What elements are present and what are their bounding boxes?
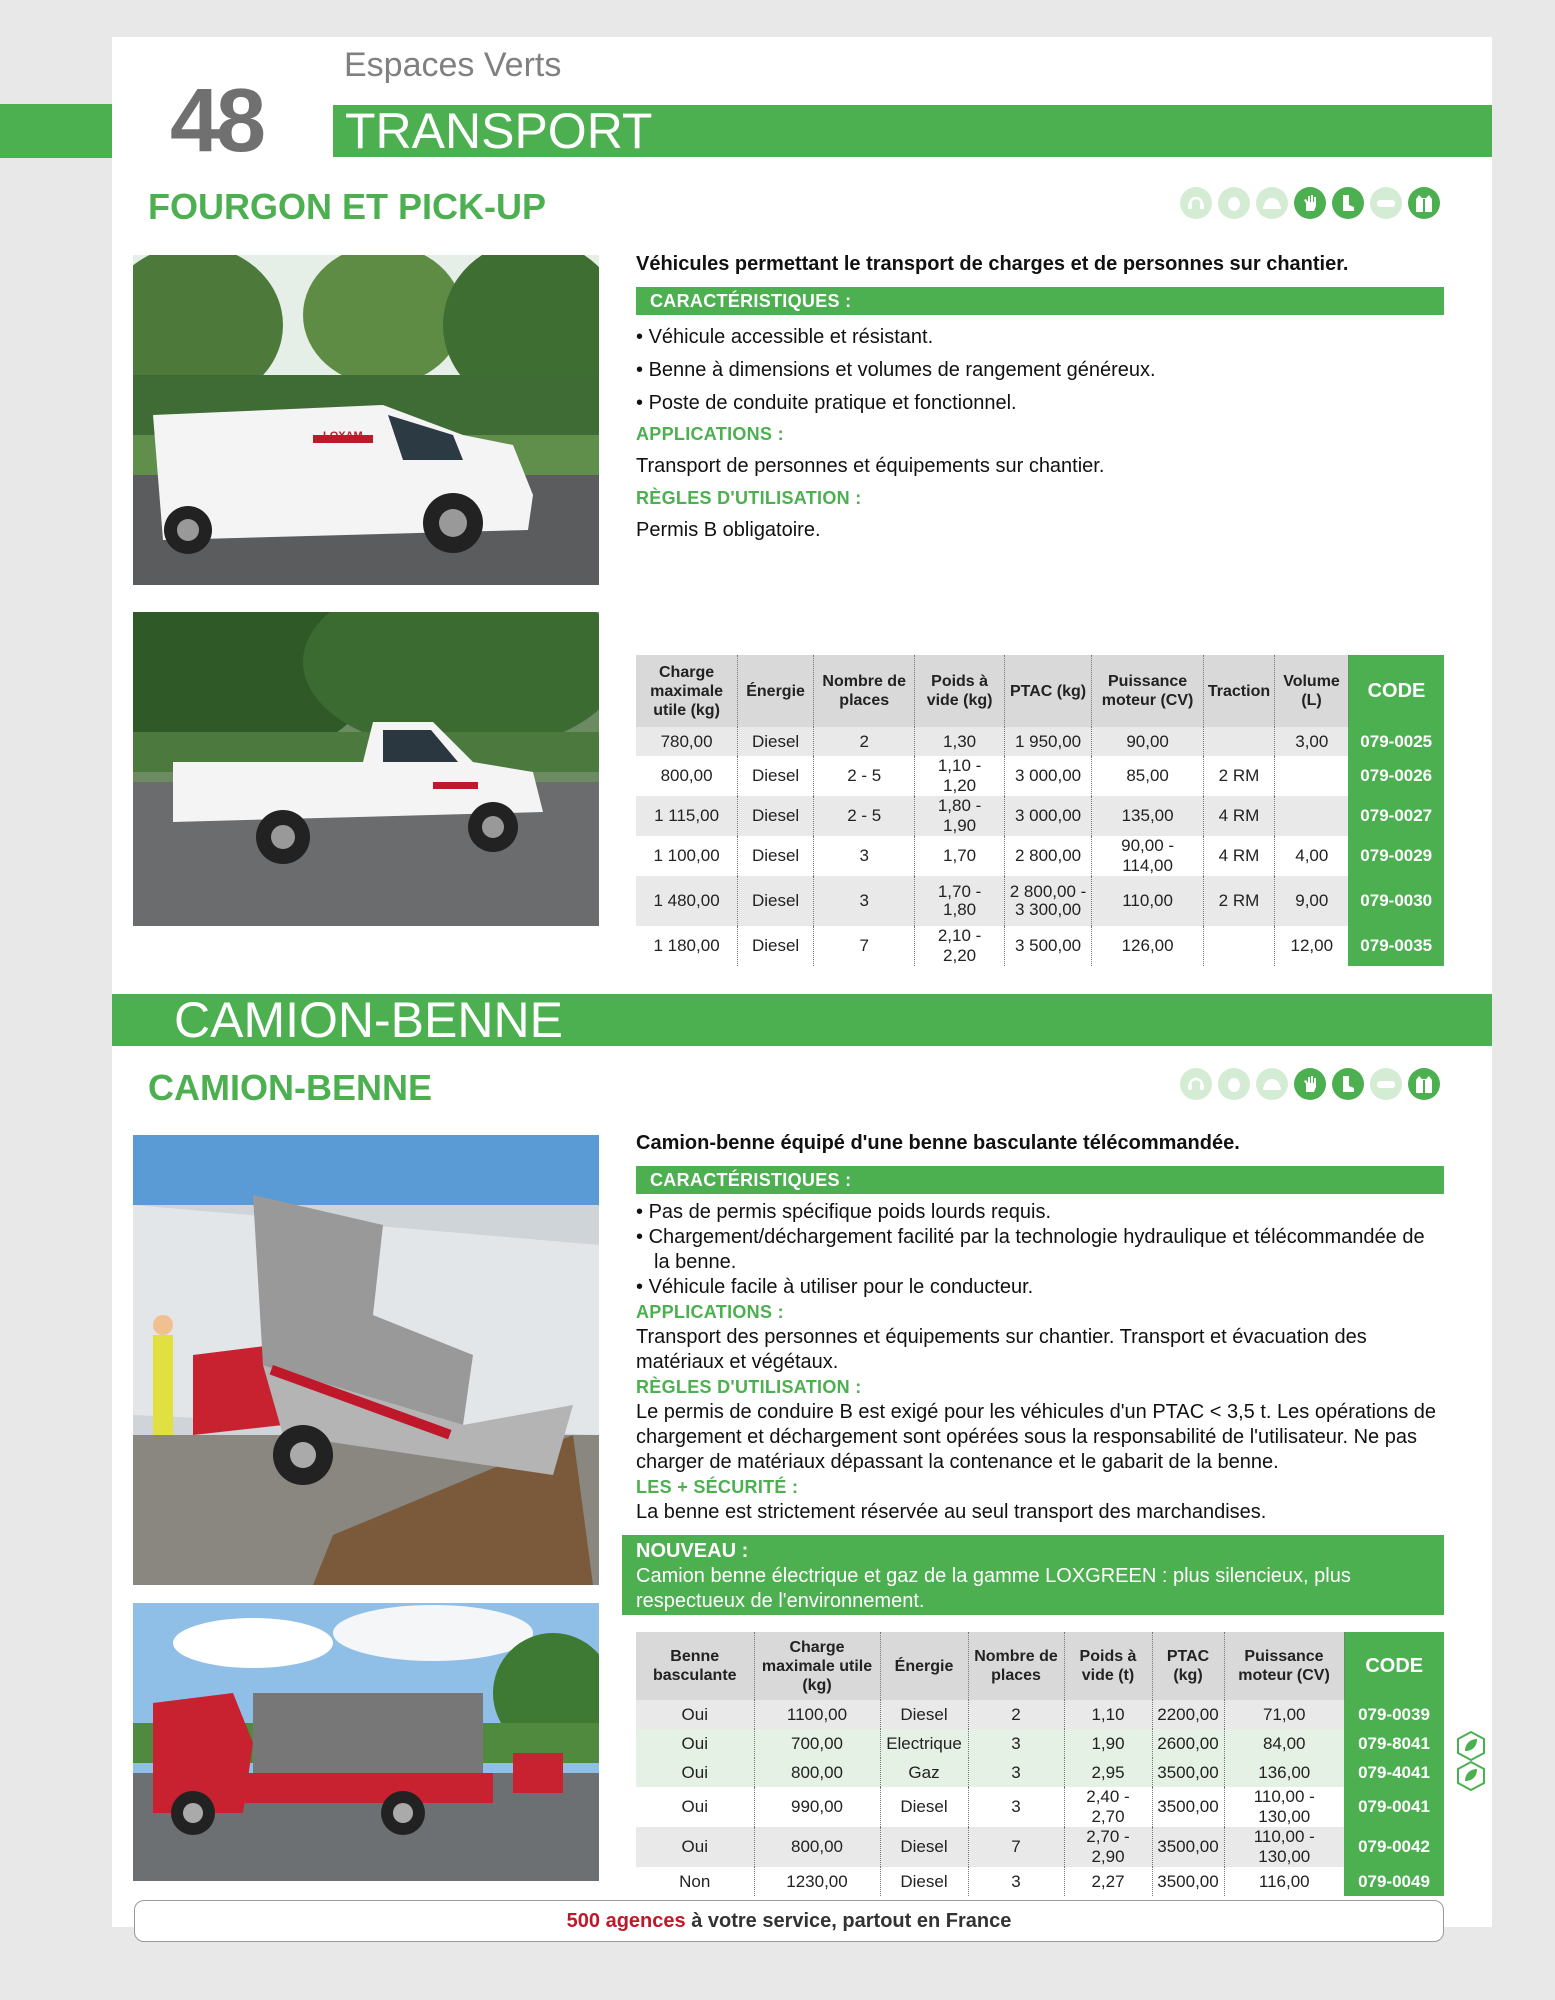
fourgon-characteristics-label: CARACTÉRISTIQUES : [636, 287, 1444, 315]
table-cell: 2,95 [1064, 1758, 1152, 1787]
table-cell: Diesel [880, 1867, 968, 1896]
table-cell-code: 079-0027 [1348, 796, 1444, 836]
table-cell: 2200,00 [1152, 1700, 1224, 1729]
table-cell: 2 800,00 - 3 300,00 [1004, 876, 1092, 926]
table-cell: 7 [813, 926, 914, 966]
camion-safety: La benne est strictement réservée au seul transport des marchandises. [636, 1501, 1267, 1523]
table-cell [1275, 756, 1349, 796]
table-row [636, 756, 1444, 796]
table-cell: Diesel [738, 796, 814, 836]
fourgon-title: FOURGON ET PICK-UP [148, 186, 547, 227]
table-cell: 2 RM [1203, 756, 1274, 796]
nouveau-box [622, 1535, 1444, 1615]
col-header: Charge maximale utile (kg) [636, 655, 738, 727]
camion-benne-title: CAMION-BENNE [148, 1067, 432, 1108]
table-cell: Diesel [738, 926, 814, 966]
vest-icon [1408, 1068, 1440, 1100]
table-cell-code: 079-0025 [1348, 727, 1444, 756]
left-green-strip [0, 104, 112, 158]
table-cell: 4,00 [1275, 836, 1349, 876]
table-cell: Oui [636, 1700, 754, 1729]
nouveau-label: NOUVEAU : [636, 1540, 749, 1562]
table-cell: 1,70 [915, 836, 1004, 876]
table-cell: 90,00 - 114,00 [1092, 836, 1204, 876]
table-cell: 1,10 - 1,20 [915, 756, 1004, 796]
table-cell: 9,00 [1275, 876, 1349, 926]
gloves-icon [1294, 187, 1326, 219]
table-cell: 3500,00 [1152, 1787, 1224, 1827]
col-header: PTAC (kg) [1004, 655, 1092, 727]
table-cell: 1,80 - 1,90 [915, 796, 1004, 836]
table-cell: 700,00 [754, 1729, 880, 1758]
table-cell: 2,70 - 2,90 [1064, 1827, 1152, 1867]
ear-protection-icon [1180, 1068, 1212, 1100]
vest-icon [1408, 187, 1440, 219]
col-header: Charge maximale utile (kg) [754, 1632, 880, 1700]
table-cell: 3 000,00 [1004, 756, 1092, 796]
boots-icon [1332, 1068, 1364, 1100]
table-cell: 1 950,00 [1004, 727, 1092, 756]
camion-characteristics-list [636, 1200, 1444, 1300]
table-cell: Gaz [880, 1758, 968, 1787]
table-cell: 3 [968, 1787, 1064, 1827]
col-header-code: CODE [1344, 1632, 1444, 1700]
table-cell: 990,00 [754, 1787, 880, 1827]
table-cell: 4 RM [1203, 796, 1274, 836]
table-cell: 2 800,00 [1004, 836, 1092, 876]
table-cell: 71,00 [1224, 1700, 1344, 1729]
section-kicker: Espaces Verts [344, 46, 562, 84]
table-cell: 1100,00 [754, 1700, 880, 1729]
table-cell: 84,00 [1224, 1729, 1344, 1758]
list-item: • Véhicule facile à utiliser pour le conducteur. [636, 1275, 1444, 1300]
table-cell: 800,00 [636, 756, 738, 796]
table-cell: 3 [968, 1758, 1064, 1787]
col-header: Puissance moteur (CV) [1092, 655, 1204, 727]
tipper-truck-photo [133, 1135, 599, 1585]
fourgon-intro: Véhicules permettant le transport de charges et de personnes sur chantier. [636, 253, 1349, 275]
camion-spec-table [636, 1632, 1444, 1896]
table-cell: 3500,00 [1152, 1867, 1224, 1896]
camion-characteristics-label: CARACTÉRISTIQUES : [636, 1166, 1444, 1194]
col-header: Poids à vide (kg) [915, 655, 1004, 727]
table-cell: 2 [968, 1700, 1064, 1729]
table-row [636, 876, 1444, 926]
page-number: 48 [170, 71, 263, 171]
table-row [636, 796, 1444, 836]
table-cell: Oui [636, 1758, 754, 1787]
table-row [636, 1787, 1444, 1827]
table-cell: Diesel [880, 1787, 968, 1827]
nouveau-text: Camion benne électrique et gaz de la gamme LOXGREEN : plus silencieux, plus respectueux de l'environnement. [636, 1565, 1351, 1612]
table-cell: 110,00 - 130,00 [1224, 1787, 1344, 1827]
table-cell: 800,00 [754, 1758, 880, 1787]
table-cell: Oui [636, 1827, 754, 1867]
col-header-code: CODE [1348, 655, 1444, 727]
table-cell: 136,00 [1224, 1758, 1344, 1787]
col-header: Énergie [738, 655, 814, 727]
fourgon-spec-table [636, 655, 1444, 966]
table-cell: 1,90 [1064, 1729, 1152, 1758]
table-cell: Non [636, 1867, 754, 1896]
table-header-row [636, 1632, 1444, 1700]
camion-rules: Le permis de conduire B est exigé pour les véhicules d'un PTAC < 3,5 t. Les opérations de chargement et déchargement sont opérées sous la responsabilité de l'utilisateur. Ne pas charger de matériaux dépassant la contenance et le gabarit de la benne. [636, 1401, 1437, 1473]
table-cell: 110,00 [1092, 876, 1204, 926]
fourgon-rules-label: RÈGLES D'UTILISATION : [636, 488, 862, 508]
table-row [636, 1758, 1444, 1787]
gloves-icon [1294, 1068, 1326, 1100]
table-cell-code: 079-0030 [1348, 876, 1444, 926]
table-row [636, 836, 1444, 876]
table-cell: 110,00 - 130,00 [1224, 1827, 1344, 1867]
table-cell [1203, 727, 1274, 756]
table-cell: 3500,00 [1152, 1758, 1224, 1787]
camion-applications-label: APPLICATIONS : [636, 1302, 784, 1322]
table-cell: Electrique [880, 1729, 968, 1758]
table-cell: Oui [636, 1787, 754, 1827]
footer-banner [134, 1900, 1444, 1942]
fourgon-characteristics-list [636, 321, 1444, 420]
table-cell-code: 079-0039 [1344, 1700, 1444, 1729]
table-cell: 2 - 5 [813, 756, 914, 796]
transport-band: TRANSPORT [333, 105, 1492, 157]
table-cell: Diesel [738, 756, 814, 796]
footer-text: à votre service, partout en France [685, 1910, 1012, 1932]
fourgon-rules: Permis B obligatoire. [636, 519, 821, 541]
table-cell: 3 000,00 [1004, 796, 1092, 836]
table-cell: 90,00 [1092, 727, 1204, 756]
van-logo-text: LOXAM [323, 430, 363, 442]
table-cell-code: 079-8041 [1344, 1729, 1444, 1758]
table-row [636, 1827, 1444, 1867]
list-item: • Chargement/déchargement facilité par la technologie hydraulique et télécommandée de la benne. [636, 1225, 1444, 1275]
col-header: Énergie [880, 1632, 968, 1700]
fourgon-description [636, 252, 1444, 548]
helmet-icon [1256, 1068, 1288, 1100]
table-cell: 3 [813, 836, 914, 876]
list-item: • Poste de conduite pratique et fonctionnel. [636, 387, 1444, 420]
table-cell: 1 180,00 [636, 926, 738, 966]
table-cell: 1,30 [915, 727, 1004, 756]
table-cell: 800,00 [754, 1827, 880, 1867]
table-header-row [636, 655, 1444, 727]
table-row [636, 1729, 1444, 1758]
camion-safety-label: LES + SÉCURITÉ : [636, 1477, 799, 1497]
camion-rules-label: RÈGLES D'UTILISATION : [636, 1377, 862, 1397]
table-cell: 1230,00 [754, 1867, 880, 1896]
table-cell: Diesel [738, 876, 814, 926]
camion-benne-band: CAMION-BENNE [112, 994, 1492, 1046]
table-cell: Diesel [880, 1700, 968, 1729]
table-cell: 1 100,00 [636, 836, 738, 876]
eco-leaf-icon [1456, 1731, 1486, 1761]
table-cell: 2,10 - 2,20 [915, 926, 1004, 966]
table-cell-code: 079-0026 [1348, 756, 1444, 796]
table-row [636, 727, 1444, 756]
table-cell: 3,00 [1275, 727, 1349, 756]
table-cell-code: 079-0029 [1348, 836, 1444, 876]
ppe-icons-row [1180, 187, 1440, 219]
table-cell: 1 115,00 [636, 796, 738, 836]
camion-applications: Transport des personnes et équipements sur chantier. Transport et évacuation des matériaux et végétaux. [636, 1326, 1367, 1373]
table-cell-code: 079-0035 [1348, 926, 1444, 966]
list-item: • Pas de permis spécifique poids lourds requis. [636, 1200, 1444, 1225]
col-header: PTAC (kg) [1152, 1632, 1224, 1700]
table-cell: 126,00 [1092, 926, 1204, 966]
table-cell-code: 079-0049 [1344, 1867, 1444, 1896]
table-cell [1275, 796, 1349, 836]
van-photo [133, 255, 599, 585]
table-cell: 12,00 [1275, 926, 1349, 966]
table-row [636, 1867, 1444, 1896]
table-row [636, 926, 1444, 966]
table-cell-code: 079-0041 [1344, 1787, 1444, 1827]
table-cell: 2,27 [1064, 1867, 1152, 1896]
footer-highlight: 500 agences [566, 1910, 686, 1932]
mask-icon [1218, 1068, 1250, 1100]
goggles-icon [1370, 187, 1402, 219]
table-cell: 3 [813, 876, 914, 926]
col-header: Nombre de places [968, 1632, 1064, 1700]
table-cell: Oui [636, 1729, 754, 1758]
col-header: Puissance moteur (CV) [1224, 1632, 1344, 1700]
table-cell: 3 500,00 [1004, 926, 1092, 966]
ppe-icons-row [1180, 1068, 1440, 1100]
fourgon-applications: Transport de personnes et équipements sur chantier. [636, 455, 1105, 477]
table-cell [1203, 926, 1274, 966]
col-header: Traction [1203, 655, 1274, 727]
camion-description [636, 1131, 1444, 1525]
table-row [636, 1700, 1444, 1729]
table-cell: 1 480,00 [636, 876, 738, 926]
table-cell: 1,70 - 1,80 [915, 876, 1004, 926]
col-header: Volume (L) [1275, 655, 1349, 727]
table-cell: 2 - 5 [813, 796, 914, 836]
table-cell: 2600,00 [1152, 1729, 1224, 1758]
table-cell: 3 [968, 1729, 1064, 1758]
table-cell-code: 079-0042 [1344, 1827, 1444, 1867]
pickup-photo [133, 612, 599, 926]
col-header: Nombre de places [813, 655, 914, 727]
table-cell: 116,00 [1224, 1867, 1344, 1896]
table-cell: 3 [968, 1867, 1064, 1896]
ear-protection-icon [1180, 187, 1212, 219]
col-header: Poids à vide (t) [1064, 1632, 1152, 1700]
table-cell: 1,10 [1064, 1700, 1152, 1729]
table-cell: Diesel [738, 727, 814, 756]
list-item: • Véhicule accessible et résistant. [636, 321, 1444, 354]
table-cell-code: 079-4041 [1344, 1758, 1444, 1787]
table-cell: Diesel [880, 1827, 968, 1867]
table-cell: 4 RM [1203, 836, 1274, 876]
table-cell: Diesel [738, 836, 814, 876]
boots-icon [1332, 187, 1364, 219]
table-cell: 2,40 - 2,70 [1064, 1787, 1152, 1827]
eco-leaf-icon [1456, 1761, 1486, 1791]
table-cell: 7 [968, 1827, 1064, 1867]
camion-intro: Camion-benne équipé d'une benne basculante télécommandée. [636, 1132, 1240, 1154]
fourgon-applications-label: APPLICATIONS : [636, 424, 784, 444]
table-cell: 2 [813, 727, 914, 756]
goggles-icon [1370, 1068, 1402, 1100]
mask-icon [1218, 187, 1250, 219]
helmet-icon [1256, 187, 1288, 219]
table-cell: 3500,00 [1152, 1827, 1224, 1867]
tipper-truck-side-photo [133, 1603, 599, 1881]
table-cell: 85,00 [1092, 756, 1204, 796]
table-cell: 135,00 [1092, 796, 1204, 836]
table-cell: 2 RM [1203, 876, 1274, 926]
table-cell: 780,00 [636, 727, 738, 756]
list-item: • Benne à dimensions et volumes de rangement généreux. [636, 354, 1444, 387]
col-header: Benne basculante [636, 1632, 754, 1700]
